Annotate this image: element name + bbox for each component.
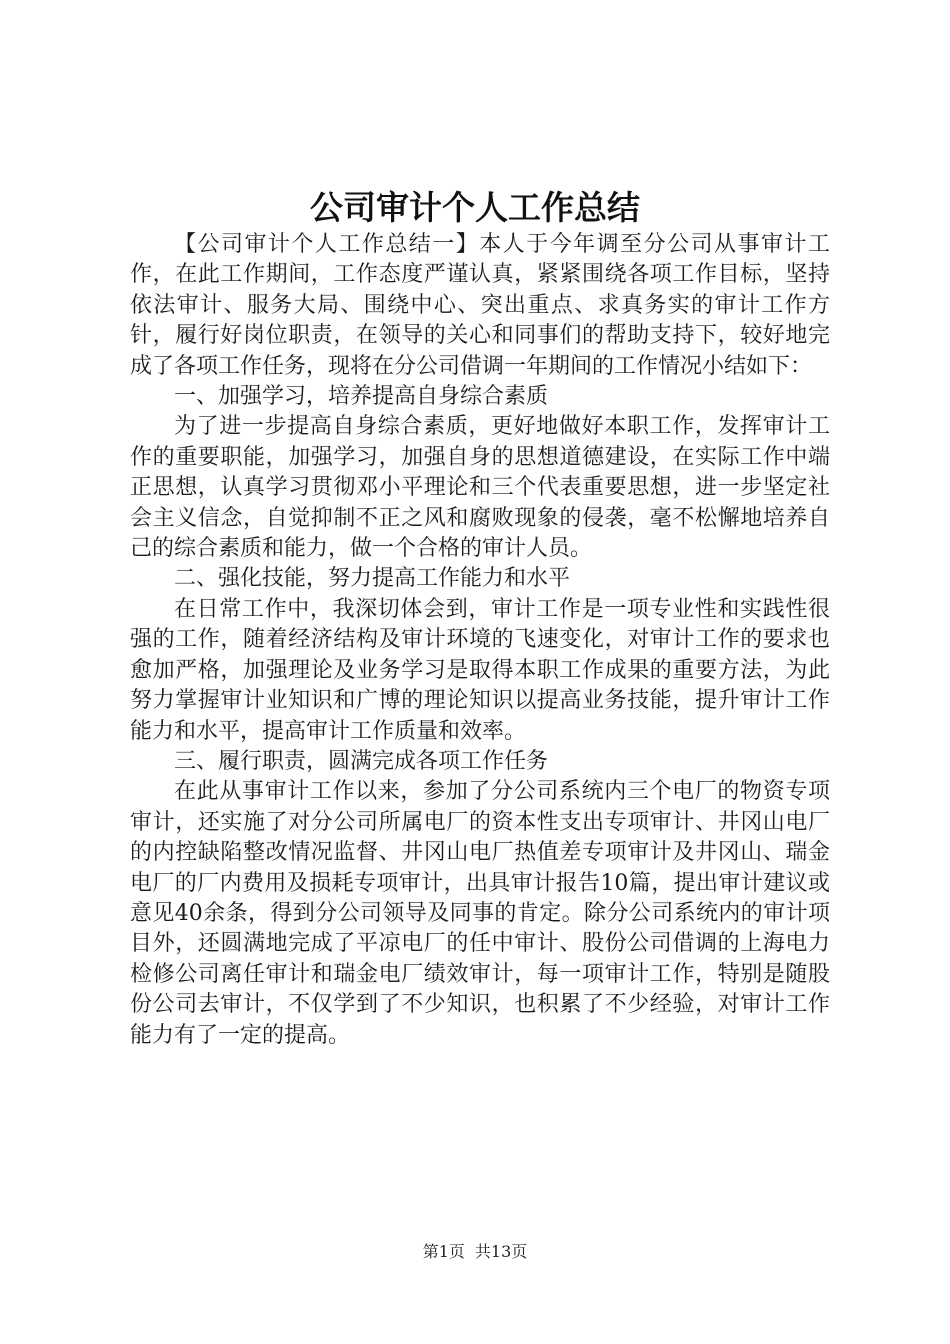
section-heading-1: 一、加强学习，培养提高自身综合素质 [174, 384, 549, 410]
section-paragraph-1: 为了进一步提高自身综合素质，更好地做好本职工作，发挥审计工作的重要职能，加强学习，加强自身的思想道德建设，在实际工作中端正思想，认真学习贯彻邓小平理论和三个代表重要思想，进一步坚定社会主义信念，自觉抑制不正之风和腐败现象的侵袭，毫不松懈地培养自己的综合素质和能力，做一个合格的审计人员。 [130, 414, 830, 562]
intro-paragraph: 【公司审计个人工作总结一】本人于今年调至分公司从事审计工作，在此工作期间，工作态度严谨认真，紧紧围绕各项工作目标，坚持依法审计、服务大局、围绕中心、突出重点、求真务实的审计工作方针，履行好岗位职责，在领导的关心和同事们的帮助支持下，较好地完成了各项工作任务，现将在分公司借调一年期间的工作情况小结如下： [130, 232, 830, 379]
document-body [130, 230, 830, 1051]
section-paragraph-3: 在此从事审计工作以来，参加了分公司系统内三个电厂的物资专项审计，还实施了对分公司所属电厂的资本性支出专项审计、井冈山电厂的内控缺陷整改情况监督、井冈山电厂热值差专项审计及井冈山、瑞金电厂的厂内费用及损耗专项审计，出具审计报告10篇，提出审计建议或意见40余条，得到分公司领导及同事的肯定。除分公司系统内的审计项目外，还圆满地完成了平凉电厂的任中审计、股份公司借调的上海电力检修公司离任审计和瑞金电厂绩效审计，每一项审计工作，特别是随股份公司去审计，不仅学到了不少知识，也积累了不少经验，对审计工作能力有了一定的提高。 [130, 779, 830, 1048]
page-total: 共13页 [474, 1242, 528, 1261]
page-number: 第1页 [422, 1242, 465, 1261]
page-footer [0, 1240, 950, 1264]
section-paragraph-2: 在日常工作中，我深切体会到，审计工作是一项专业性和实践性很强的工作，随着经济结构及审计环境的飞速变化，对审计工作的要求也愈加严格，加强理论及业务学习是取得本职工作成果的重要方法，为此努力掌握审计业知识和广博的理论知识以提高业务技能，提升审计工作能力和水平，提高审计工作质量和效率。 [130, 596, 830, 744]
document-title: 公司审计个人工作总结 [310, 188, 640, 227]
section-heading-2: 二、强化技能，努力提高工作能力和水平 [174, 566, 571, 592]
section-heading-3: 三、履行职责，圆满完成各项工作任务 [174, 748, 549, 774]
